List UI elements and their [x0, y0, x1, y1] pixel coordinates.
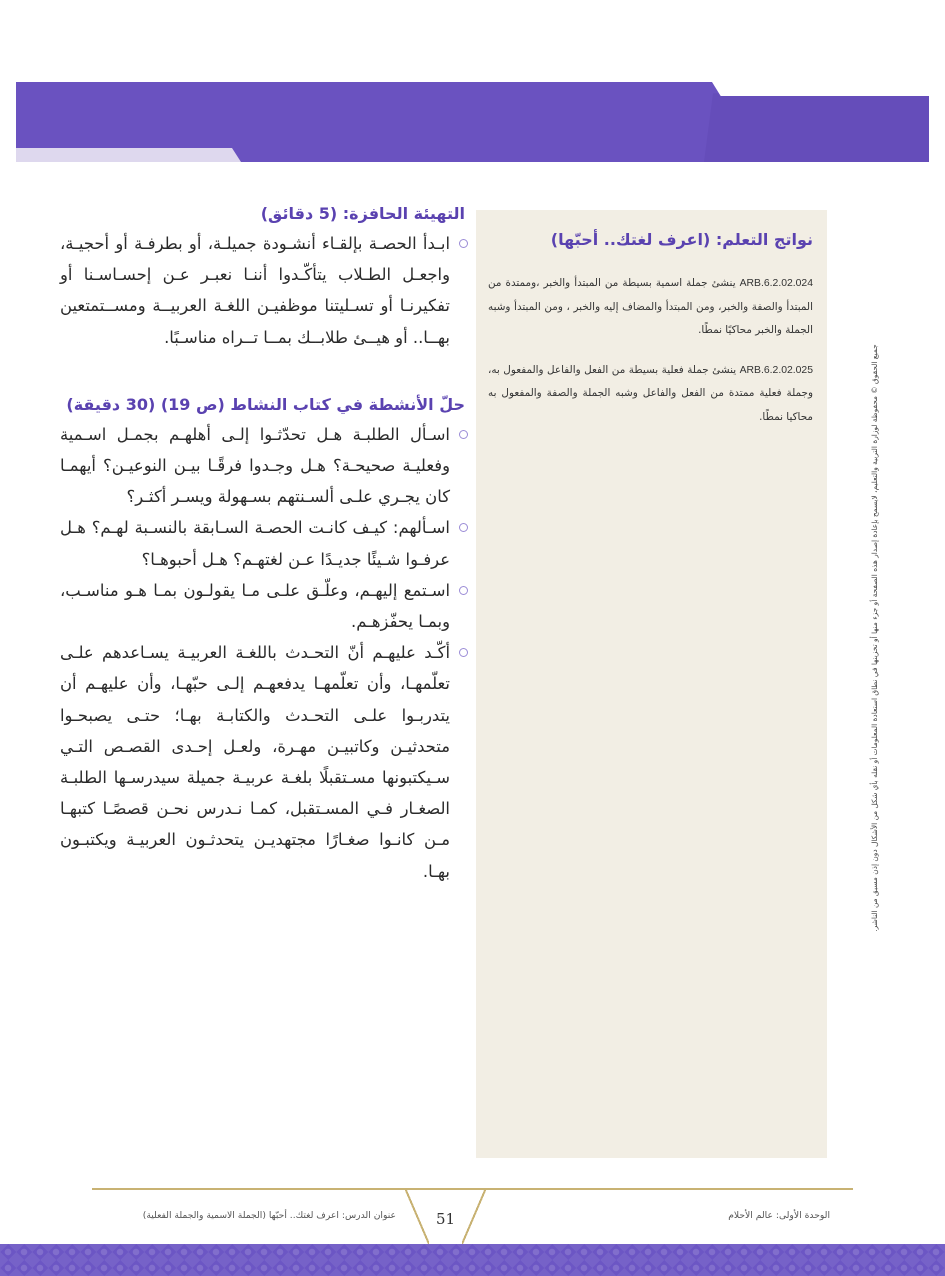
- list-item-text: اسـألهم: كيـف كانـت الحصـة السـابقة بالنسـبة لهـم؟ هـل عرفـوا شـيئًا جديـدًا عـن لغتهـم؟ هـل أحبوهـا؟: [60, 518, 450, 569]
- bullet-circle-icon: [459, 430, 468, 439]
- outcome-code: ARB.6.2.02.025: [739, 364, 813, 376]
- bullet-circle-icon: [459, 239, 468, 248]
- footer-lesson-title: عنوان الدرس: اعرف لغتك.. أحبّها (الجملة الاسمية والجملة الفعلية): [142, 1210, 396, 1221]
- outcome-text: ينشئ جملة اسمية بسيطة من المبتدأ والخبر ،وممتدة من المبتدأ والصفة والخبر، ومن المبتدأ والمضاف إليه والخبر ، ومن المبتدأ وشبه الجملة والخبر محاكيًا نمطًا.: [488, 277, 813, 336]
- footer-rule-right: [482, 1188, 853, 1190]
- activities-heading: حلّ الأنشطة في كتاب النشاط (ص 19) (30 دقيقة): [66, 394, 465, 414]
- list-item: [60, 228, 465, 353]
- learning-outcomes-title: نواتج التعلم: (اعرف لغتك.. أحبّها): [550, 230, 813, 249]
- warmup-heading: التهيئة الحافزة: (5 دقائق): [260, 204, 465, 223]
- header-banner-notch: [712, 82, 929, 96]
- learning-outcome: [488, 272, 813, 343]
- list-item: [60, 637, 465, 887]
- warmup-list: [60, 228, 465, 353]
- outcome-code: ARB.6.2.02.024: [739, 278, 813, 289]
- outcome-text: ينشئ جملة فعلية بسيطة من الفعل والفاعل والمفعول به، وجملة فعلية ممتدة من الفعل والفاعل وشبه الجملة والصفة والمفعول به محاكيا نمطًا.: [488, 363, 813, 423]
- learning-outcome: [488, 359, 813, 430]
- list-item-text: أكّـد عليهـم أنّ التحـدث باللغـة العربيـة يسـاعدهم علـى تعلّمهـا، وأن تعلّمهـا يدفعهـم إلـى حبّهـا، وأن عليهـم أن يتدربـوا علـى التحـدث والكتابـة بهـا؛ حتـى يصبحـوا متحدثيـن وكاتبيـن مهـرة، ولعـل إحـدى القصـص التـي سـيكتبونها مسـتقبلًا بلغـة عربيـة جميلة سيدرسـها الطلبـة الصغـار فـي المسـتقبل، كمـا نـدرس نحـن قصصًـا كتبهـا مـن كانـوا صغـارًا مجتهديـن يتحدثـون العربيـة ويكتبـون بهـا.: [60, 643, 450, 881]
- footer-ornament-band: [0, 1244, 945, 1276]
- list-item: [60, 419, 465, 513]
- list-item-text: ابـدأ الحصـة بإلقـاء أنشـودة جميلـة، أو بطرفـة أو أحجيـة، واجعـل الطـلاب يتأكّـدوا أننـا نعبـر عـن إحسـاسـنا أو تفكيرنـا أو تسـليتنا موظفيـن اللغـة العربيــة ومســتمتعين بهــا.. أو هيــئ طلابــك بمــا تــراه مناسـبًا.: [60, 234, 450, 347]
- footer-unit-title: الوحدة الأولى: عالم الأحلام: [728, 1210, 830, 1221]
- copyright-text: جميع الحقوق © محفوظة لوزارة التربية والتعليم، لايسمح بإعادة إصدار هذه الصفحة أو جزء منها أو تخزينها في نطاق استعادة المعلومات أو نقله بأي شكل من الأشكال دون إذن مسبق من الناشر.: [870, 343, 879, 932]
- header-banner: [16, 82, 929, 162]
- footer-rule-left: [92, 1188, 409, 1190]
- page-number-tab: [405, 1188, 486, 1244]
- activities-list: [60, 419, 465, 887]
- list-item-text: اسـتمع إليهـم، وعلّـق علـى مـا يقولـون بمـا هـو مناسـب، وبمـا يحفّزهـم.: [60, 580, 450, 632]
- list-item: [60, 512, 465, 574]
- bullet-circle-icon: [459, 523, 468, 532]
- bullet-circle-icon: [459, 648, 468, 657]
- header-banner-strip: [16, 148, 241, 162]
- list-item: [60, 575, 465, 637]
- bullet-circle-icon: [459, 586, 468, 595]
- copyright-notice: [868, 290, 882, 985]
- lesson-procedure: [60, 200, 465, 887]
- learning-outcomes-panel: [476, 210, 827, 1158]
- list-item-text: اسـأل الطلبـة هـل تحدّثـوا إلـى أهلهـم بجمـل اسـمية وفعليـة صحيحـة؟ هـل وجـدوا فرقًـا بيـن النوعيـن؟ أيهمـا كان يجـري علـى ألسـنتهم بسـهولة ويسـر أكثـر؟: [60, 424, 450, 507]
- page-number: 51: [435, 1210, 456, 1228]
